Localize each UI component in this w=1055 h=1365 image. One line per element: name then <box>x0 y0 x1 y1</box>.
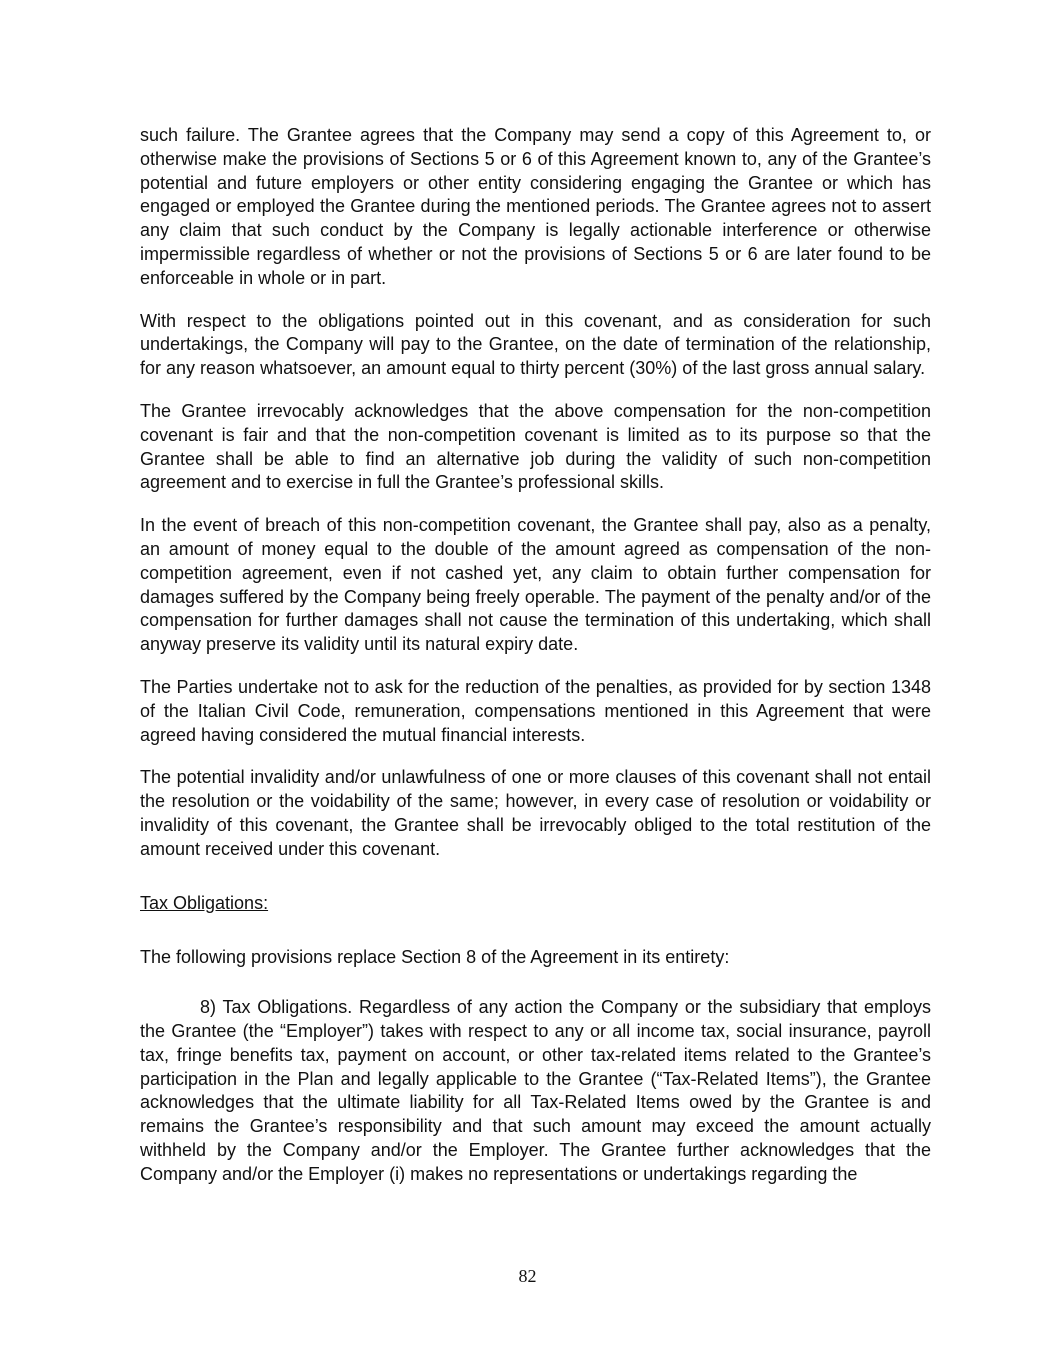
paragraph-breach-penalty: In the event of breach of this non-competition covenant, the Grantee shall pay, also as a penalty, an amount of money equal to the double of the amount agreed as compensation of the non-competition agreement, even if not cashed yet, any claim to obtain further compensation for damages suffered by the Company being freely operable. The payment of the penalty and/or of the compensation for further damages shall not cause the termination of this undertaking, which shall anyway preserve its validity until its natural expiry date. <box>140 515 931 655</box>
document-page <box>140 124 931 1186</box>
paragraph-acknowledgement: The Grantee irrevocably acknowledges that the above compensation for the non-competition covenant is fair and that the non-competition covenant is limited as to its purpose so that the Grantee shall be able to find an alternative job during the validity of such non-competition agreement and to exercise in full the Grantee’s professional skills. <box>140 400 931 493</box>
paragraph-failure-clause: such failure. The Grantee agrees that the Company may send a copy of this Agreement to, or otherwise make the provisions of Sections 5 or 6 of this Agreement known to, any of the Grantee’s potential and future employers or other entity considering engaging the Grantee or which has engaged or employed the Grantee during the mentioned periods. The Grantee agrees not to assert any claim that such conduct by the Company is legally actionable interference or otherwise impermissible regardless of whether or not the provisions of Sections 5 or 6 are later found to be enforceable in whole or in part. <box>140 125 931 288</box>
section-8-tax-obligations: 8) Tax Obligations. Regardless of any action the Company or the subsidiary that employs the Grantee (the “Employer”) takes with respect to any or all income tax, social insurance, payroll tax, fringe benefits tax, payment on account, or other tax-related items related to the Grantee’s participation in the Plan and legally applicable to the Grantee (“Tax-Related Items”), the Grantee acknowledges that the ultimate liability for all Tax-Related Items owed by the Grantee is and remains the Grantee’s responsibility and that such amount may exceed the amount actually withheld by the Company and/or the Employer. The Grantee further acknowledges that the Company and/or the Employer (i) makes no representations or undertakings regarding the <box>140 997 931 1184</box>
paragraph-compensation: With respect to the obligations pointed out in this covenant, and as consideration for such undertakings, the Company will pay to the Grantee, on the date of termination of the relationship, for any reason whatsoever, an amount equal to thirty percent (30%) of the last gross annual salary. <box>140 310 931 379</box>
section-intro: The following provisions replace Section 8 of the Agreement in its entirety: <box>140 947 730 968</box>
page-number: 82 <box>518 1266 537 1286</box>
paragraph-penalty-reduction: The Parties undertake not to ask for the reduction of the penalties, as provided for by section 1348 of the Italian Civil Code, remuneration, compensations mentioned in this Agreement that were agreed having considered the mutual financial interests. <box>140 676 931 745</box>
paragraph-invalidity: The potential invalidity and/or unlawfulness of one or more clauses of this covenant shall not entail the resolution or the voidability of the same; however, in every case of resolution or voidability or invalidity of this covenant, the Grantee shall be irrevocably obliged to the total restitution of the amount received under this covenant. <box>140 767 931 859</box>
section-heading-tax-obligations: Tax Obligations: <box>140 892 269 913</box>
